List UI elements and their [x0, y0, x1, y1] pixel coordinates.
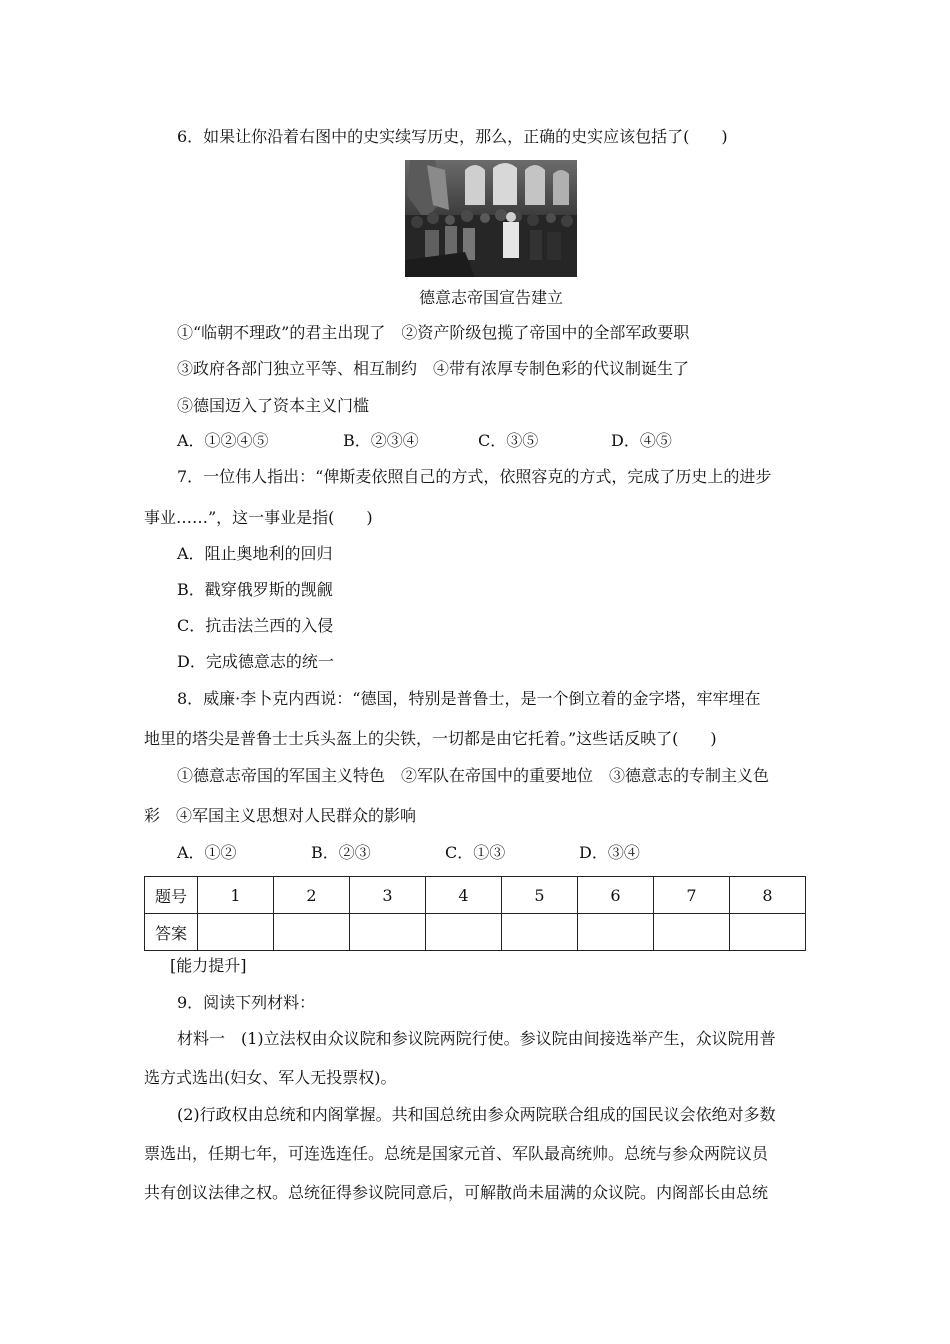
q9-stem: 9．阅读下列材料： [177, 993, 316, 1012]
q6-option-c: C．③⑤ [478, 431, 539, 450]
answer-cell-1[interactable] [198, 914, 274, 951]
answer-table-number-cell: 2 [274, 877, 350, 914]
q6-item-line-1: ①“临朝不理政”的君主出现了 ②资产阶级包揽了帝国中的全部军政要职 [177, 323, 690, 342]
q6-item-line-3: ⑤德国迈入了资本主义门槛 [177, 396, 370, 415]
q7-option-a: A．阻止奥地利的回归 [177, 544, 333, 563]
answer-table-number-cell: 8 [730, 877, 806, 914]
q7-option-c: C．抗击法兰西的入侵 [177, 616, 334, 635]
answer-table-number-row [145, 877, 806, 914]
q9-material-line-2: 选方式选出(妇女、军人无投票权)。 [144, 1068, 397, 1087]
answer-cell-6[interactable] [578, 914, 654, 951]
proclamation-photo [405, 160, 577, 277]
section-title: [能力提升] [170, 956, 247, 975]
q6-option-d: D．④⑤ [611, 431, 672, 450]
q7-option-b: B．戳穿俄罗斯的觊觎 [177, 580, 333, 599]
q6-option-a: A．①②④⑤ [177, 431, 269, 450]
q8-option-a: A．①② [177, 843, 237, 862]
answer-table [144, 876, 806, 951]
q8-option-c: C．①③ [445, 843, 506, 862]
q6-stem: 6．如果让你沿着右图中的史实续写历史，那么，正确的史实应该包括了( ) [177, 127, 728, 146]
answer-table-number-cell: 3 [350, 877, 426, 914]
q9-material-line-1: 材料一 (1)立法权由众议院和参议院两院行使。参议院由间接选举产生，众议院用普 [177, 1029, 776, 1048]
answer-table-answer-row [145, 914, 806, 951]
q8-option-b: B．②③ [311, 843, 371, 862]
answer-table-number-cell: 1 [198, 877, 274, 914]
q7-stem-line-1: 7．一位伟人指出：“俾斯麦依照自己的方式，依照容克的方式，完成了历史上的进步 [177, 467, 772, 486]
proclamation-photo-image [405, 160, 577, 277]
answer-table-answer-header: 答案 [145, 914, 198, 951]
q7-stem-line-2: 事业……”，这一事业是指( ) [144, 508, 373, 527]
answer-cell-7[interactable] [654, 914, 730, 951]
q8-option-d: D．③④ [579, 843, 640, 862]
q6-option-b: B．②③④ [343, 431, 419, 450]
answer-table-number-cell: 6 [578, 877, 654, 914]
photo-caption: 德意志帝国宣告建立 [418, 288, 563, 307]
q7-option-d: D．完成德意志的统一 [177, 652, 334, 671]
answer-cell-8[interactable] [730, 914, 806, 951]
q9-material-line-4: 票选出，任期七年，可连选连任。总统是国家元首、军队最高统帅。总统与参众两院议员 [144, 1144, 769, 1163]
q9-material-line-5: 共有创议法律之权。总统征得参议院同意后，可解散尚未届满的众议院。内阁部长由总统 [144, 1183, 769, 1202]
answer-cell-2[interactable] [274, 914, 350, 951]
q8-stem-line-1: 8．威廉·李卜克内西说：“德国，特别是普鲁士，是一个倒立着的金字塔，牢牢埋在 [177, 689, 761, 708]
q8-items-line-1: ①德意志帝国的军国主义特色 ②军队在帝国中的重要地位 ③德意志的专制主义色 [177, 766, 770, 785]
answer-table-number-header: 题号 [145, 877, 198, 914]
answer-cell-4[interactable] [426, 914, 502, 951]
q9-material-line-3: (2)行政权由总统和内阁掌握。共和国总统由参众两院联合组成的国民议会依绝对多数 [177, 1105, 776, 1124]
answer-cell-5[interactable] [502, 914, 578, 951]
answer-table-number-cell: 7 [654, 877, 730, 914]
answer-cell-3[interactable] [350, 914, 426, 951]
answer-table-number-cell: 5 [502, 877, 578, 914]
q8-items-line-2: 彩 ④军国主义思想对人民群众的影响 [144, 806, 417, 825]
q8-stem-line-2: 地里的塔尖是普鲁士士兵头盔上的尖铁，一切都是由它托着。”这些话反映了( ) [144, 729, 717, 748]
answer-table-number-cell: 4 [426, 877, 502, 914]
q6-item-line-2: ③政府各部门独立平等、相互制约 ④带有浓厚专制色彩的代议制诞生了 [177, 359, 690, 378]
